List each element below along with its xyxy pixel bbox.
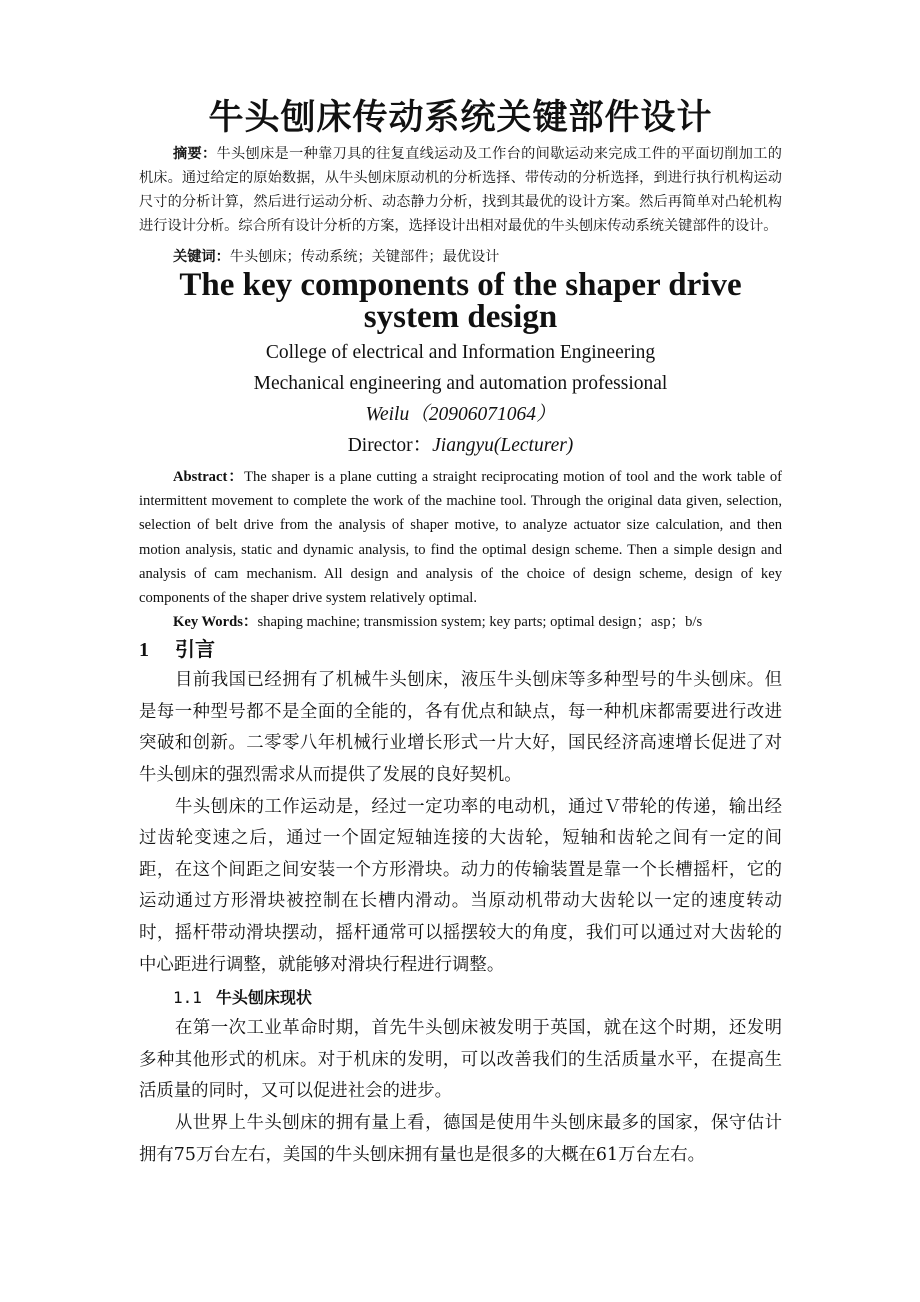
section-1-1-number: 1.1 xyxy=(173,988,202,1008)
section-1-1-paragraph-2: 从世界上牛头刨床的拥有量上看，德国是使用牛头刨床最多的国家，保守估计拥有75万台左右，美国的牛头刨床拥有量也是很多的大概在61万台左右。 xyxy=(139,1112,782,1165)
college-name: College of electrical and Information Engineering xyxy=(265,342,656,363)
director-line xyxy=(139,430,782,461)
chinese-keywords-label: 关键词： xyxy=(173,249,230,265)
author-name: Weilu（20906071064） xyxy=(365,404,556,425)
section-1-number: 1 xyxy=(139,639,149,662)
english-title xyxy=(139,269,782,333)
english-keywords-text: shaping machine; transmission system; key parts; optimal design；asp；b/s xyxy=(257,614,703,631)
chinese-abstract-label: 摘要： xyxy=(173,146,217,162)
major-name: Mechanical engineering and automation professional xyxy=(253,373,668,394)
section-1-title: 引言 xyxy=(175,637,215,662)
english-title-line1: The key components of the shaper drive xyxy=(179,267,742,303)
english-keywords xyxy=(139,610,782,634)
chinese-title: 牛头刨床传动系统关键部件设计 xyxy=(208,97,713,138)
section-1-1-paragraph-1: 在第一次工业革命时期，首先牛头刨床被发明于英国，就在这个时期，还发明多种其他形式的机床。对于机床的发明，可以改善我们的生活质量水平，在提高生活质量的同时，又可以促进社会的进步。 xyxy=(139,1018,782,1102)
section-1-1-heading xyxy=(139,983,782,1013)
english-abstract xyxy=(139,465,782,610)
director-name: Jiangyu(Lecturer) xyxy=(432,435,574,456)
chinese-abstract-text: 牛头刨床是一种靠刀具的往复直线运动及工作台的间歇运动来完成工件的平面切削加工的机床。通过给定的原始数据，从牛头刨床原动机的分析选择、带传动的分析选择，到进行执行机构运动尺寸的分析计算，然后进行运动分析、动态静力分析，找到其最优的设计方案。然后再简单对凸轮机构进行设计分析。综合所有设计分析的方案，选择设计出相对最优的牛头刨床传动系统关键部件的设计。 xyxy=(139,146,782,234)
english-title-line2: system design xyxy=(363,299,558,335)
chinese-keywords xyxy=(139,246,782,268)
english-keywords-label: Key Words： xyxy=(173,614,258,631)
english-abstract-text: The shaper is a plane cutting a straight reciprocating motion of tool and the work table of intermittent movement to complete the work of the machine tool. Through the original data given, selection, selection of belt drive from the analysis of shaper motive, to analyze actuator size calculation, and then motion analysis, static and dynamic analysis, to find the optimal design scheme. Then a simple design and analysis of cam mechanism. All design and analysis of the choice of design scheme, design of key components of the shaper drive system relatively optimal. xyxy=(139,469,782,607)
director-label: Director： xyxy=(347,435,433,456)
chinese-keywords-text: 牛头刨床；传动系统；关键部件；最优设计 xyxy=(229,249,500,265)
section-1-heading xyxy=(139,634,782,665)
english-abstract-label: Abstract： xyxy=(173,469,245,485)
chinese-abstract xyxy=(139,142,782,238)
section-1-paragraph-2: 牛头刨床的工作运动是，经过一定功率的电动机，通过Ｖ带轮的传递，输出经过齿轮变速之后，通过一个固定短轴连接的大齿轮，短轴和齿轮之间有一定的间距，在这个间距之间安装一个方形滑块。动力的传输装置是靠一个长槽摇杆，它的运动通过方形滑块被控制在长槽内滑动。当原动机带动大齿轮以一定的速度转动时，摇杆带动滑块摆动，摇杆通常可以摇摆较大的角度，我们可以通过对大齿轮的中心距进行调整，就能够对滑块行程进行调整。 xyxy=(139,796,782,975)
section-1-paragraph-1: 目前我国已经拥有了机械牛头刨床，液压牛头刨床等多种型号的牛头刨床。但是每一种型号都不是全面的全能的，各有优点和缺点，每一种机床都需要进行改进突破和创新。二零零八年机械行业增长形式一片大好，国民经济高速增长促进了对牛头刨床的强烈需求从而提供了发展的良好契机。 xyxy=(139,670,782,785)
section-1-1-title: 牛头刨床现状 xyxy=(215,988,312,1008)
